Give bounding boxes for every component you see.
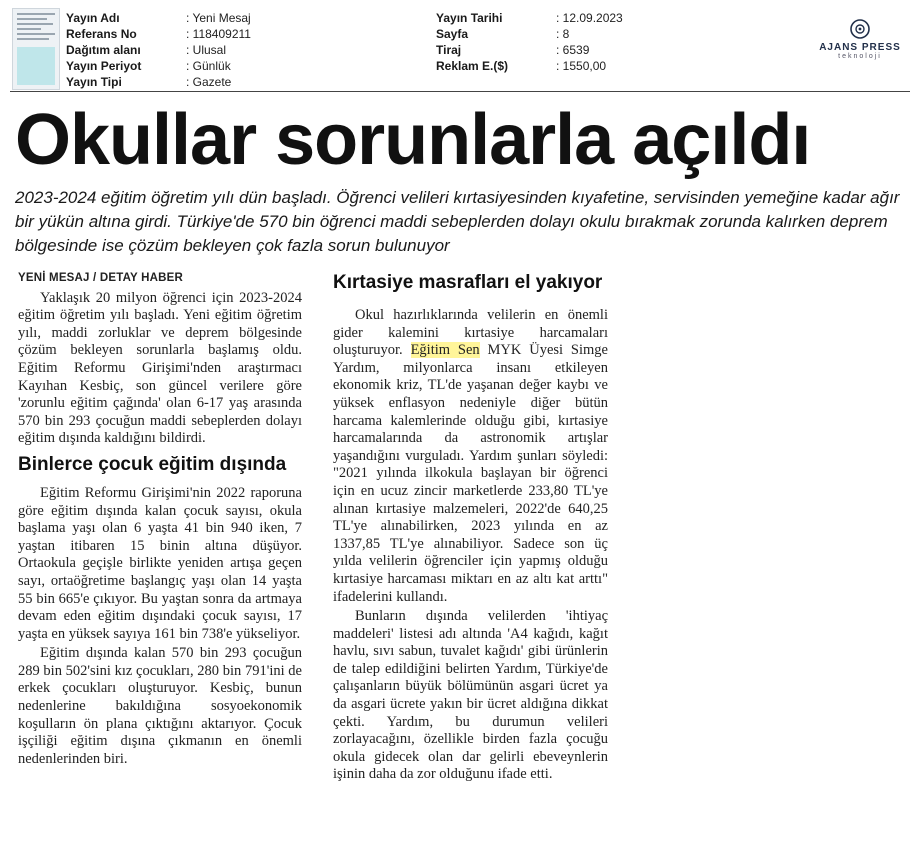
brand-logo	[810, 18, 910, 60]
meta-right	[436, 10, 623, 74]
article-headline: Okullar sorunlarla açıldı	[15, 100, 811, 180]
article-column-right	[333, 272, 608, 786]
article-column-left	[18, 270, 302, 770]
meta-label: Dağıtım alanı	[66, 43, 141, 57]
meta-value: : 118409211	[186, 27, 251, 41]
meta-value: : 8	[556, 27, 570, 41]
meta-value: : 12.09.2023	[556, 11, 623, 25]
article-deck: 2023-2024 eğitim öğretim yılı dün başladı. Öğrenci velileri kırtasiyesinden kıyafetine, servisinden yemeğine kadar ağır bir yükün altına girdi. Türkiye'de 570 bin öğrenci maddi sebeplerden dolayı okulu bırakmak zorunda kalırken deprem bölgesinde ise çözüm bekleyen çok fazla sorun bulunuyor	[15, 188, 900, 255]
article-paragraph: Yaklaşık 20 milyon öğrenci için 2023-2024 eğitim öğretim yılı başladı. Yeni eğitim öğretim yılı, maddi zorluklar ve deprem bölgesinde çözüm bekleyen sorunlarla başlamış oldu. Eğitim Reformu Girişimi'nden araştırmacı Kayıhan Kesbiç, son güncel verilere göre 'zorunlu eğitim çağında' olan 6-17 yaş arasında 570 bin 293 çocuğun maddi sebeplerden dolayı eğitim dışında kaldığını bildirdi.	[18, 289, 302, 447]
brand-tagline: teknoloji	[838, 53, 882, 60]
meta-label: Yayın Periyot	[66, 59, 142, 73]
meta-row-publication	[66, 10, 251, 26]
meta-row-reference	[66, 26, 251, 42]
meta-row-type	[66, 74, 251, 90]
meta-value: : Günlük	[186, 59, 231, 73]
meta-value: : Gazete	[186, 75, 232, 89]
meta-row-distribution	[66, 42, 251, 58]
meta-row-ad-value	[436, 58, 623, 74]
subheading: Binlerce çocuk eğitim dışında	[18, 453, 287, 475]
text-run: Okul hazırlıklarında velilerin en önemli gider kalemini kırtasiye harcamaları oluşturuyor.	[333, 307, 608, 359]
subheading: Kırtasiye masrafları el yakıyor	[333, 272, 603, 293]
meta-row-circulation	[436, 42, 623, 58]
article-paragraph: Bunların dışında velilerden 'ihtiyaç maddeleri' listesi adı altında 'A4 kağıdı, kağıt havlu, sıvı sabun, tuvalet kağıdı' gibi ürünlerin de talep edildiğini belirten Yardım, Türkiye'de çalışanların büyük bölümünün asgari ücret ya da asgari ücrete yakın bir ücret aldığına dikkat çekti. Yardım, bu durumun velileri zorlayacağını, özellikle birden fazla çocuğu okula gidecek olan dar gelirli ebeveynlerin işinin daha da zor olduğunu ifade etti.	[333, 608, 608, 783]
meta-label: Reklam E.($)	[436, 59, 509, 73]
meta-label: Yayın Tipi	[66, 75, 122, 89]
article-paragraph: Eğitim Reformu Girişimi'nin 2022 raporuna göre eğitim dışında kalan çocuk sayısı, okula başlama yaşı olan 6 yaşta 41 bin 940 iken, 7 yaştan itibaren 15 binin altına düşüyor. Ortaokula geçişle birlikte yeniden artışa geçen sayı, ortaöğretime başlangıç yaşı olan 14 yaşta 55 bin 665'e çıkıyor. Bu yaştan sonra da artmaya devam eden eğitim dışındaki çocuk sayısı, 17 yaşta en yüksek sayıya 161 bin 738'e yükseliyor.	[18, 484, 302, 642]
clipping-header	[0, 0, 920, 90]
highlighted-keyword[interactable]: Eğitim Sen	[410, 342, 480, 359]
article-paragraph: Eğitim dışında kalan 570 bin 293 çocuğun 289 bin 502'sini kız çocukları, 280 bin 791'ini de erkek çocukları oluşturuyor. Kesbiç, bunun nedenlerine bakıldığına sosyoekonomik koşulların ön plana çıktığını aktarıyor. Çocuk işçiliği eğitim dışına çıkmanın en önemli nedenlerinden biri.	[18, 645, 302, 767]
meta-left	[66, 10, 251, 90]
article-paragraph	[333, 307, 608, 606]
meta-label: Yayın Tarihi	[436, 11, 503, 25]
page-thumbnail[interactable]	[12, 8, 60, 90]
meta-label: Sayfa	[436, 27, 469, 41]
meta-value: : 1550,00	[556, 59, 607, 73]
header-divider	[10, 91, 910, 92]
meta-row-page	[436, 26, 623, 42]
meta-value: : Yeni Mesaj	[186, 11, 251, 25]
meta-value: : 6539	[556, 43, 590, 57]
meta-value: : Ulusal	[186, 43, 227, 57]
meta-row-date	[436, 10, 623, 26]
meta-label: Yayın Adı	[66, 11, 120, 25]
article-byline: YENİ MESAJ / DETAY HABER	[18, 272, 183, 284]
brand-name: AJANS PRESS	[819, 42, 901, 53]
meta-label: Referans No	[66, 27, 137, 41]
globe-icon	[849, 18, 871, 40]
meta-row-period	[66, 58, 251, 74]
meta-label: Tiraj	[436, 43, 462, 57]
text-run: MYK Üyesi Simge Yardım, milyonlarca insanı etkileyen ekonomik kriz, TL'de yaşanan değer kaybı ve yüksek enflasyon nedeniyle diğer bütün harcama kalemlerinde olduğu gibi, kırtasiye harcamalarında da astronomik artışlar yaşandığını vurguladı. Yardım şunları söyledi: "2021 yılında ilkokula başlayan bir öğrenci için en ucuz zincir marketlerde 233,80 TL'ye alınan kırtasiye malzemeleri, 2022'de 640,25 TL'ye alınabilirken, 2023 yılında en az 1337,85 TL'ye alınabiliyor. Sadece son üç yılda velilerin öğrenciler için yapmış olduğu kırtasiye harcaması miktarı en az altı kat arttı" ifadelerini kullandı.	[333, 342, 608, 605]
